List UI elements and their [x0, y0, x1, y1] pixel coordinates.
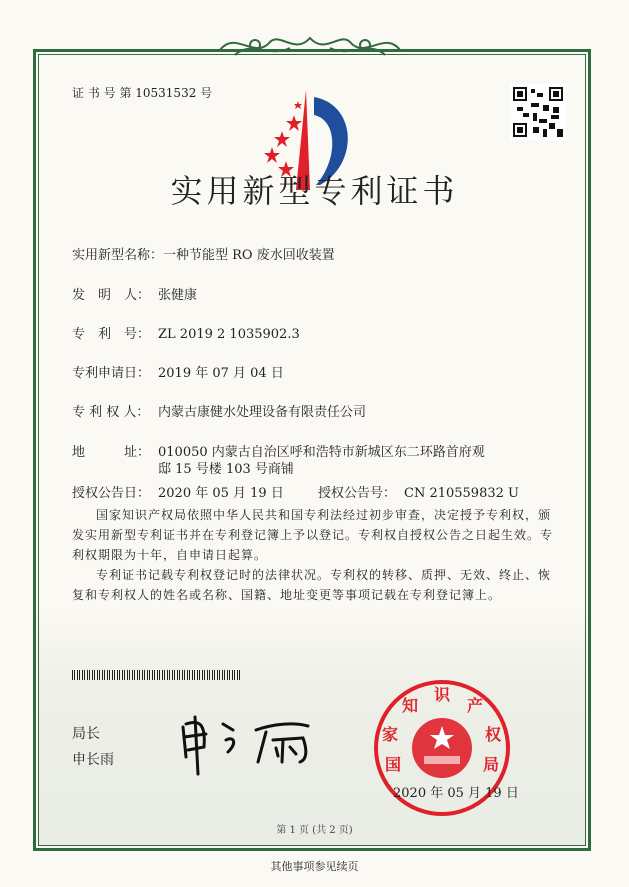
svg-text:家: 家: [382, 725, 399, 744]
field-row-patentee: [72, 404, 366, 421]
field-row-pub-no: [318, 485, 519, 502]
director-name: 申长雨: [72, 752, 114, 768]
svg-text:识: 识: [434, 685, 451, 704]
field-value-address-line2: 邸 15 号楼 103 号商铺: [158, 462, 294, 477]
certificate-number: 证 书 号 第 10531532 号: [72, 86, 213, 100]
field-label-grant-date: 授权公告日：: [72, 486, 151, 501]
field-label-filing-date: 专利申请日：: [72, 366, 151, 381]
field-value-inventor: 张健康: [158, 288, 198, 303]
field-label-address: 地 址：: [72, 445, 151, 460]
field-value-pub-no: CN 210559832 U: [404, 486, 519, 501]
statement-paragraph: 国家知识产权局依照中华人民共和国专利法经过初步审查，决定授予专利权，颁发实用新型专利证书并在专利登记簿上予以登记。专利权自授权公告之日起生效。专利权期限为十年，自申请日起算。: [72, 508, 554, 562]
svg-text:国: 国: [385, 755, 402, 774]
field-row-address: [72, 444, 485, 478]
field-label-patent-no: 专 利 号：: [72, 327, 151, 342]
field-label-pub-no: 授权公告号：: [318, 486, 397, 501]
svg-text:知: 知: [402, 696, 419, 715]
field-label-patentee: 专 利 权 人：: [72, 405, 150, 420]
field-value-name: 一种节能型 RO 废水回收装置: [163, 248, 335, 263]
seal-date: 2020 年 05 月 19 日: [393, 786, 519, 801]
page-number: 第 1 页 (共 2 页): [276, 825, 353, 836]
field-row-name: [72, 247, 335, 264]
statement: [72, 505, 560, 605]
field-row-inventor: [72, 287, 197, 304]
field-row-patent-no: [72, 326, 300, 343]
svg-text:产: 产: [467, 696, 484, 715]
ornament-icon: [215, 30, 405, 60]
field-value-patent-no: ZL 2019 2 1035902.3: [158, 327, 300, 342]
field-value-patentee: 内蒙古康健水处理设备有限责任公司: [158, 405, 367, 420]
field-row-filing-date: [72, 365, 284, 382]
field-value-filing-date: 2019 年 07 月 04 日: [158, 366, 284, 381]
field-value-address: 010050 内蒙古自治区呼和浩特市新城区东二环路首府观: [158, 445, 485, 460]
field-value-address-block: [158, 444, 485, 478]
field-label-name: 实用新型名称：: [72, 248, 164, 263]
field-row-grant-date: [72, 485, 284, 502]
qr-code-icon: [510, 84, 566, 140]
barcode: [72, 670, 242, 680]
field-label-inventor: 发 明 人：: [72, 288, 151, 303]
svg-text:局: 局: [483, 755, 500, 774]
statement-paragraph: 专利证书记载专利权登记时的法律状况。专利权的转移、质押、无效、终止、恢复和专利权人的姓名或名称、国籍、地址变更等事项记载在专利登记簿上。: [72, 568, 552, 602]
svg-text:权: 权: [485, 725, 502, 744]
footer-note: 其他事项参见续页: [270, 860, 359, 873]
certificate-title: 实用新型专利证书: [170, 172, 459, 210]
signature-icon: [178, 712, 328, 782]
field-value-grant-date: 2020 年 05 月 19 日: [158, 486, 284, 501]
director-title: 局长: [72, 726, 100, 742]
